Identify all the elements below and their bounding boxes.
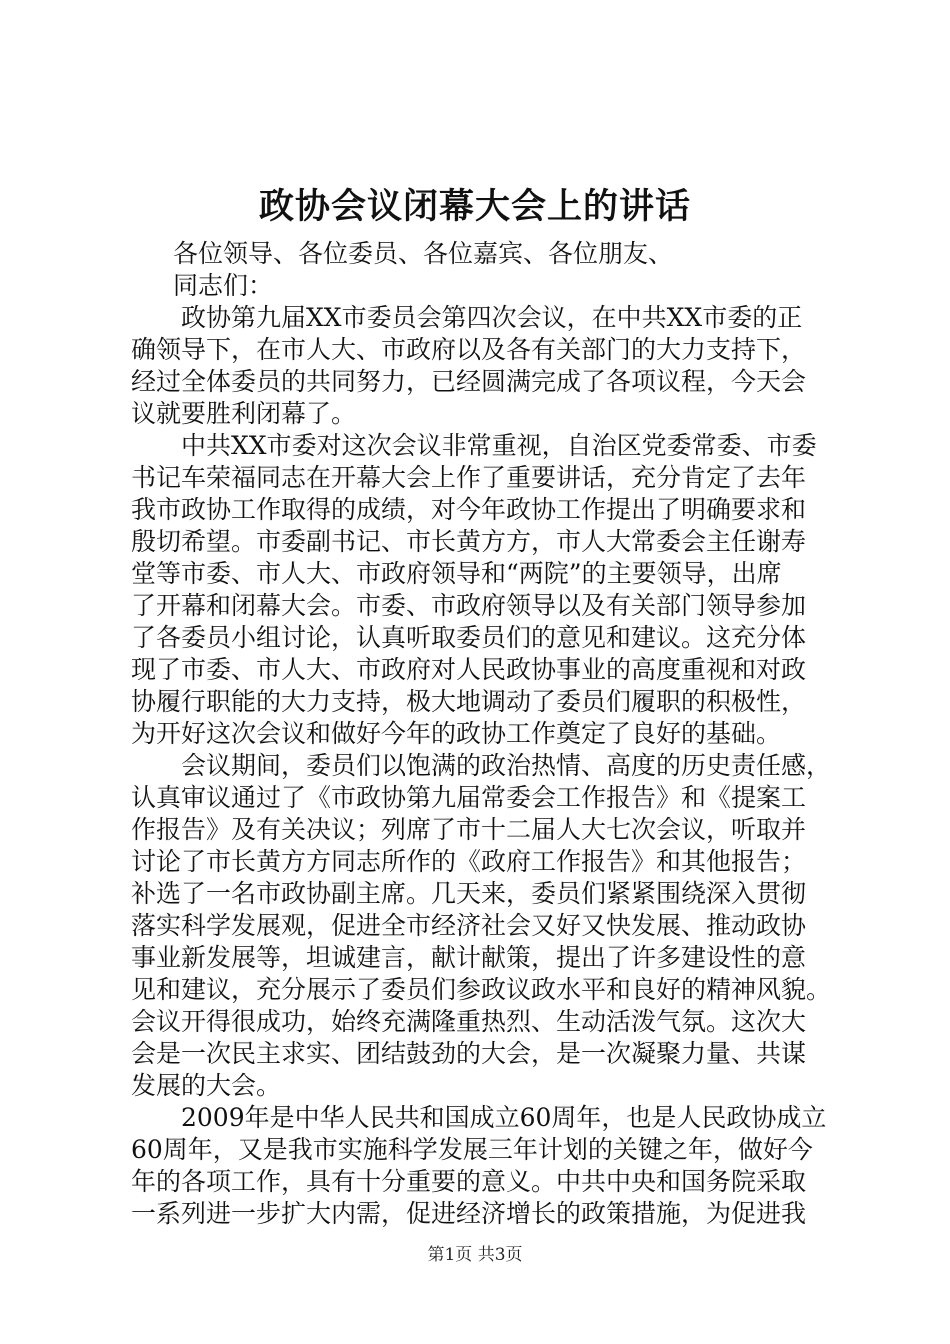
paragraph-line: 堂等市委、市人大、市政府领导和“两院”的主要领导，出席 <box>131 559 782 588</box>
paragraph-line: 殷切希望。市委副书记、市长黄方方，市人大常委会主任谢寿 <box>131 527 807 556</box>
paragraph-line: 了各委员小组讨论，认真听取委员们的意见和建议。这充分体 <box>131 623 807 652</box>
page-title: 政协会议闭幕大会上的讲话 <box>258 186 691 227</box>
paragraph-line: 事业新发展等，坦诚建言，献计献策，提出了许多建设性的意 <box>131 943 807 972</box>
paragraph-line: 我市政协工作取得的成绩，对今年政协工作提出了明确要求和 <box>131 495 807 524</box>
paragraph-line: 书记车荣福同志在开幕大会上作了重要讲话，充分肯定了去年 <box>131 463 807 492</box>
paragraph-line: 见和建议，充分展示了委员们参政议政水平和良好的精神风貌。 <box>131 975 831 1004</box>
salutation-line: 各位领导、各位委员、各位嘉宾、各位朋友、 <box>173 239 674 268</box>
paragraph-line: 发展的大会。 <box>131 1071 282 1100</box>
paragraph-line: 作报告》及有关决议；列席了市十二届人大七次会议，听取并 <box>131 815 807 844</box>
paragraph-line: 讨论了市长黄方方同志所作的《政府工作报告》和其他报告； <box>131 847 807 876</box>
paragraph-line: 确领导下，在市人大、市政府以及各有关部门的大力支持下， <box>131 335 807 364</box>
salutation-line: 同志们： <box>173 271 274 300</box>
page-number-footer: 第1页 共3页 <box>427 1245 523 1265</box>
paragraph-line: 经过全体委员的共同努力，已经圆满完成了各项议程，今天会 <box>131 367 807 396</box>
paragraph-line: 中共XX市委对这次会议非常重视，自治区党委常委、市委 <box>181 431 817 460</box>
paragraph-line: 会议开得很成功，始终充满隆重热烈、生动活泼气氛。这次大 <box>131 1007 807 1036</box>
paragraph-line: 年的各项工作，具有十分重要的意义。中共中央和国务院采取 <box>131 1167 807 1196</box>
paragraph-line: 落实科学发展观，促进全市经济社会又好又快发展、推动政协 <box>131 911 807 940</box>
paragraph-line: 认真审议通过了《市政协第九届常委会工作报告》和《提案工 <box>131 783 807 812</box>
paragraph-line: 会是一次民主求实、团结鼓劲的大会，是一次凝聚力量、共谋 <box>131 1039 807 1068</box>
paragraph-line: 为开好这次会议和做好今年的政协工作奠定了良好的基础。 <box>131 719 782 748</box>
paragraph-line: 2009年是中华人民共和国成立60周年，也是人民政协成立 <box>181 1103 827 1132</box>
paragraph-line: 议就要胜利闭幕了。 <box>131 399 357 428</box>
paragraph-line: 一系列进一步扩大内需，促进经济增长的政策措施，为促进我 <box>131 1199 807 1228</box>
paragraph-line: 补选了一名市政协副主席。几天来，委员们紧紧围绕深入贯彻 <box>131 879 807 908</box>
paragraph-line: 政协第九届XX市委员会第四次会议，在中共XX市委的正 <box>181 303 803 332</box>
paragraph-line: 会议期间，委员们以饱满的政治热情、高度的历史责任感， <box>181 751 831 780</box>
paragraph-line: 协履行职能的大力支持，极大地调动了委员们履职的积极性， <box>131 687 807 716</box>
paragraph-line: 了开幕和闭幕大会。市委、市政府领导以及有关部门领导参加 <box>131 591 807 620</box>
document-body <box>131 238 831 1230</box>
paragraph-line: 60周年，又是我市实施科学发展三年计划的关键之年，做好今 <box>131 1135 813 1164</box>
paragraph-line: 现了市委、市人大、市政府对人民政协事业的高度重视和对政 <box>131 655 807 684</box>
